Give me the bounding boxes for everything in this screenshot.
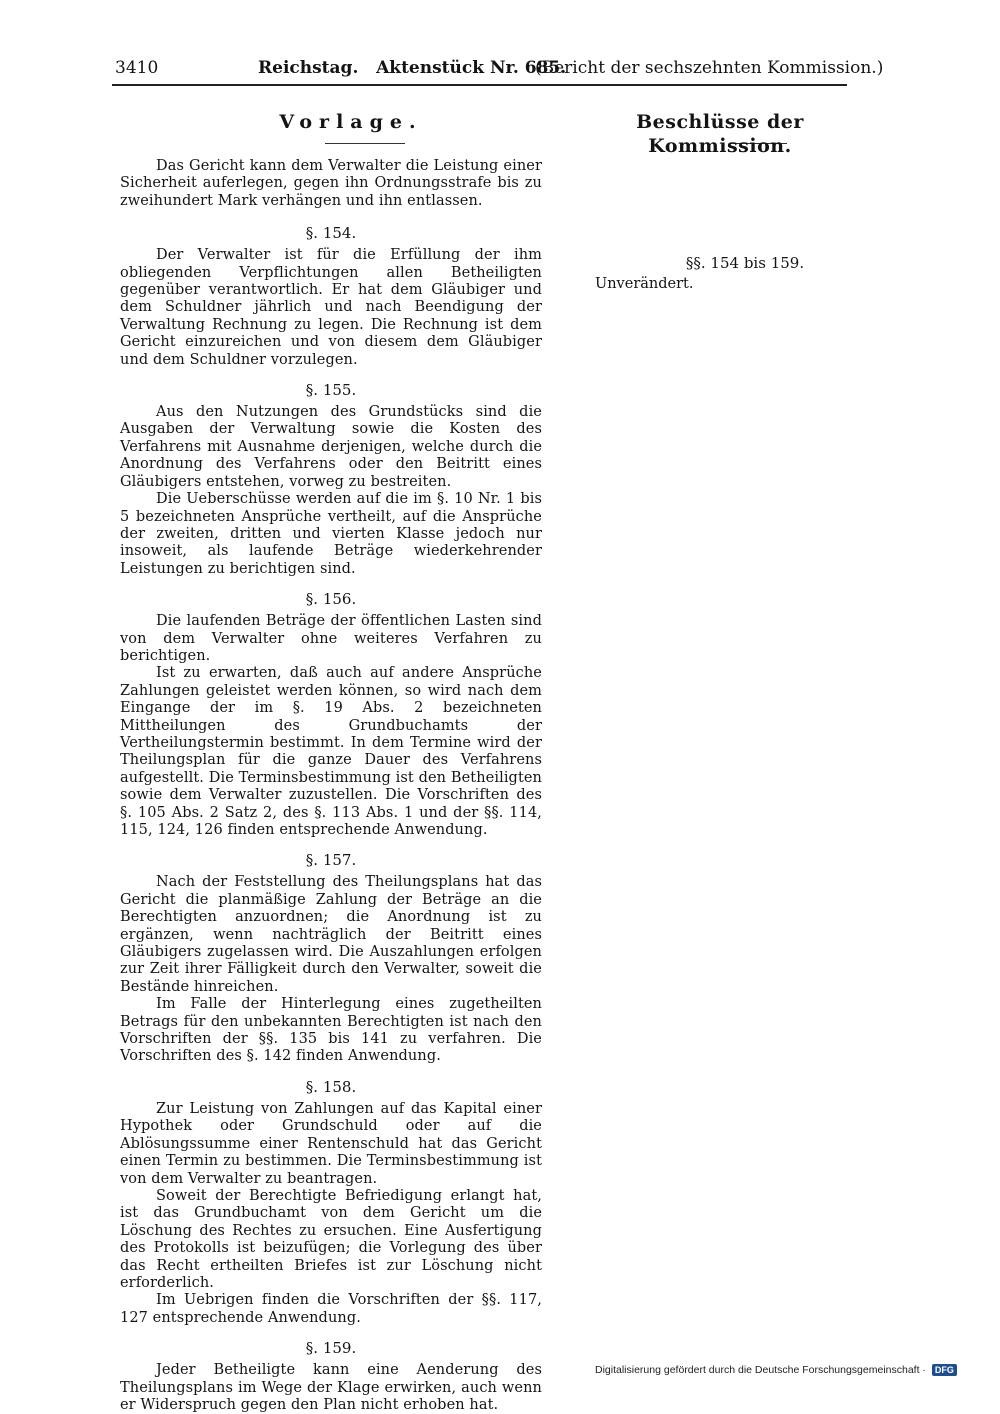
section-paragraph: Im Falle der Hinterlegung eines zugetheilten Betrags für den unbekannten Berechtigten ist nach den Vorschriften der §§. 135 bis 141 zu verfahren. Die Vorschriften des §. 142 finden Anwendung. [120,996,542,1065]
page-number: 3410 [115,58,159,78]
section-157 [120,851,542,1065]
section-heading: §. 159. [305,1339,357,1358]
section-heading: §. 158. [305,1077,357,1096]
section-paragraph: Jeder Betheiligte kann eine Aenderung des Theilungsplans im Wege der Klage erwirken, auch wenn er Widerspruch gegen den Plan nicht erhoben hat. [120,1362,542,1413]
section-heading: §. 157. [305,851,357,870]
section-159 [120,1339,542,1414]
right-column [595,110,845,292]
header-subtitle: (Bericht der sechszehnten Kommission.) [535,58,884,78]
section-paragraph: Die laufenden Beträge der öffentlichen Lasten sind von dem Verwalter ohne weiteres Verfahren zu berichtigen. [120,613,542,664]
section-paragraph: Nach der Feststellung des Theilungsplans hat das Gericht die planmäßige Zahlung der Beträge an die Berechtigten anzuordnen; die Anordnung ist zu ergänzen, wenn nachträglich der Beitritt eines Gläubigers zugelassen wird. Die Auszahlungen erfolgen zur Zeit ihrer Fälligkeit durch den Verwalter, soweit die Bestände hinreichen. [120,874,542,995]
section-paragraph: Die Ueberschüsse werden auf die im §. 10 Nr. 1 bis 5 bezeichneten Ansprüche vertheilt, auf die Ansprüche der zweiten, dritten und vierten Klasse jedoch nur insoweit, als laufende Beträge wiederkehrender Leistungen zu berichtigen sind. [120,491,542,577]
section-heading: §. 154. [305,224,357,243]
section-paragraph: Zur Leistung von Zahlungen auf das Kapital einer Hypothek oder Grundschuld oder auf die Ablösungssumme einer Rentenschuld hat das Gericht einen Termin zu bestimmen. Die Terminsbestimmung ist von dem Verwalter zu beantragen. [120,1100,542,1187]
header-title: Reichstag. Aktenstück Nr. 685. [258,58,567,78]
section-paragraph: Soweit der Berechtigte Befriedigung erlangt hat, ist das Grundbuchamt von dem Gericht um die Löschung des Rechtes zu ersuchen. Eine Ausfertigung des Protokolls ist beizufügen; die Vorlegung des über das Recht ertheilten Briefes ist zur Löschung nicht erforderlich. [120,1187,542,1291]
left-column [120,110,542,1414]
section-156 [120,590,542,839]
left-title-rule [325,143,405,144]
section-paragraph: Aus den Nutzungen des Grundstücks sind die Ausgaben der Verwaltung sowie die Kosten des Verfahrens mit Ausnahme derjenigen, welche durch die Anordnung des Verfahrens oder den Beitritt eines Gläubigers entstehen, vorweg zu bestreiten. [120,404,542,490]
footer-text: Digitalisierung gefördert durch die Deutsche Forschungsgemeinschaft · [595,1364,926,1376]
section-paragraph: Im Uebrigen finden die Vorschriften der §§. 117, 127 entsprechende Anwendung. [120,1292,542,1326]
section-heading: §. 156. [305,590,357,609]
section-155 [120,381,542,578]
right-section-heading: §§. 154 bis 159. [685,254,805,272]
right-column-title: Beschlüsse der Kommission. [636,111,804,157]
section-paragraph: Ist zu erwarten, daß auch auf andere Ansprüche Zahlungen geleistet werden können, so wird nach dem Eingange der im §. 19 Abs. 2 bezeichneten Mittheilungen des Grundbuchamts der Vertheilungstermin bestimmt. In dem Termine wird der Theilungsplan für die ganze Dauer des Verfahrens aufgestellt. Die Terminsbestimmung ist den Betheiligten sowie dem Verwalter zuzustellen. Die Vorschriften des §. 105 Abs. 2 Satz 2, des §. 113 Abs. 1 und der §§. 114, 115, 124, 126 finden entsprechende Anwendung. [120,665,542,838]
right-section-text: Unverändert. [595,276,694,292]
section-heading: §. 155. [305,381,357,400]
left-column-title: Vorlage. [279,111,423,133]
digitization-footer [595,1364,985,1376]
intro-paragraph: Das Gericht kann dem Verwalter die Leistung einer Sicherheit auferlegen, gegen ihn Ordnungsstrafe bis zu zweihundert Mark verhängen und ihn entlassen. [120,158,542,209]
section-154 [120,224,542,369]
section-158 [120,1078,542,1327]
header-rule [112,84,847,86]
dfg-logo: DFG [932,1364,957,1376]
section-paragraph: Der Verwalter ist für die Erfüllung der ihm obliegenden Verpflichtungen allen Betheiligten gegenüber verantwortlich. Er hat dem Gläubiger und dem Schuldner jährlich und nach Beendigung der Verwaltung Rechnung zu legen. Die Rechnung ist dem Gericht einzureichen und von diesem dem Gläubiger und dem Schuldner vorzulegen. [120,247,542,368]
